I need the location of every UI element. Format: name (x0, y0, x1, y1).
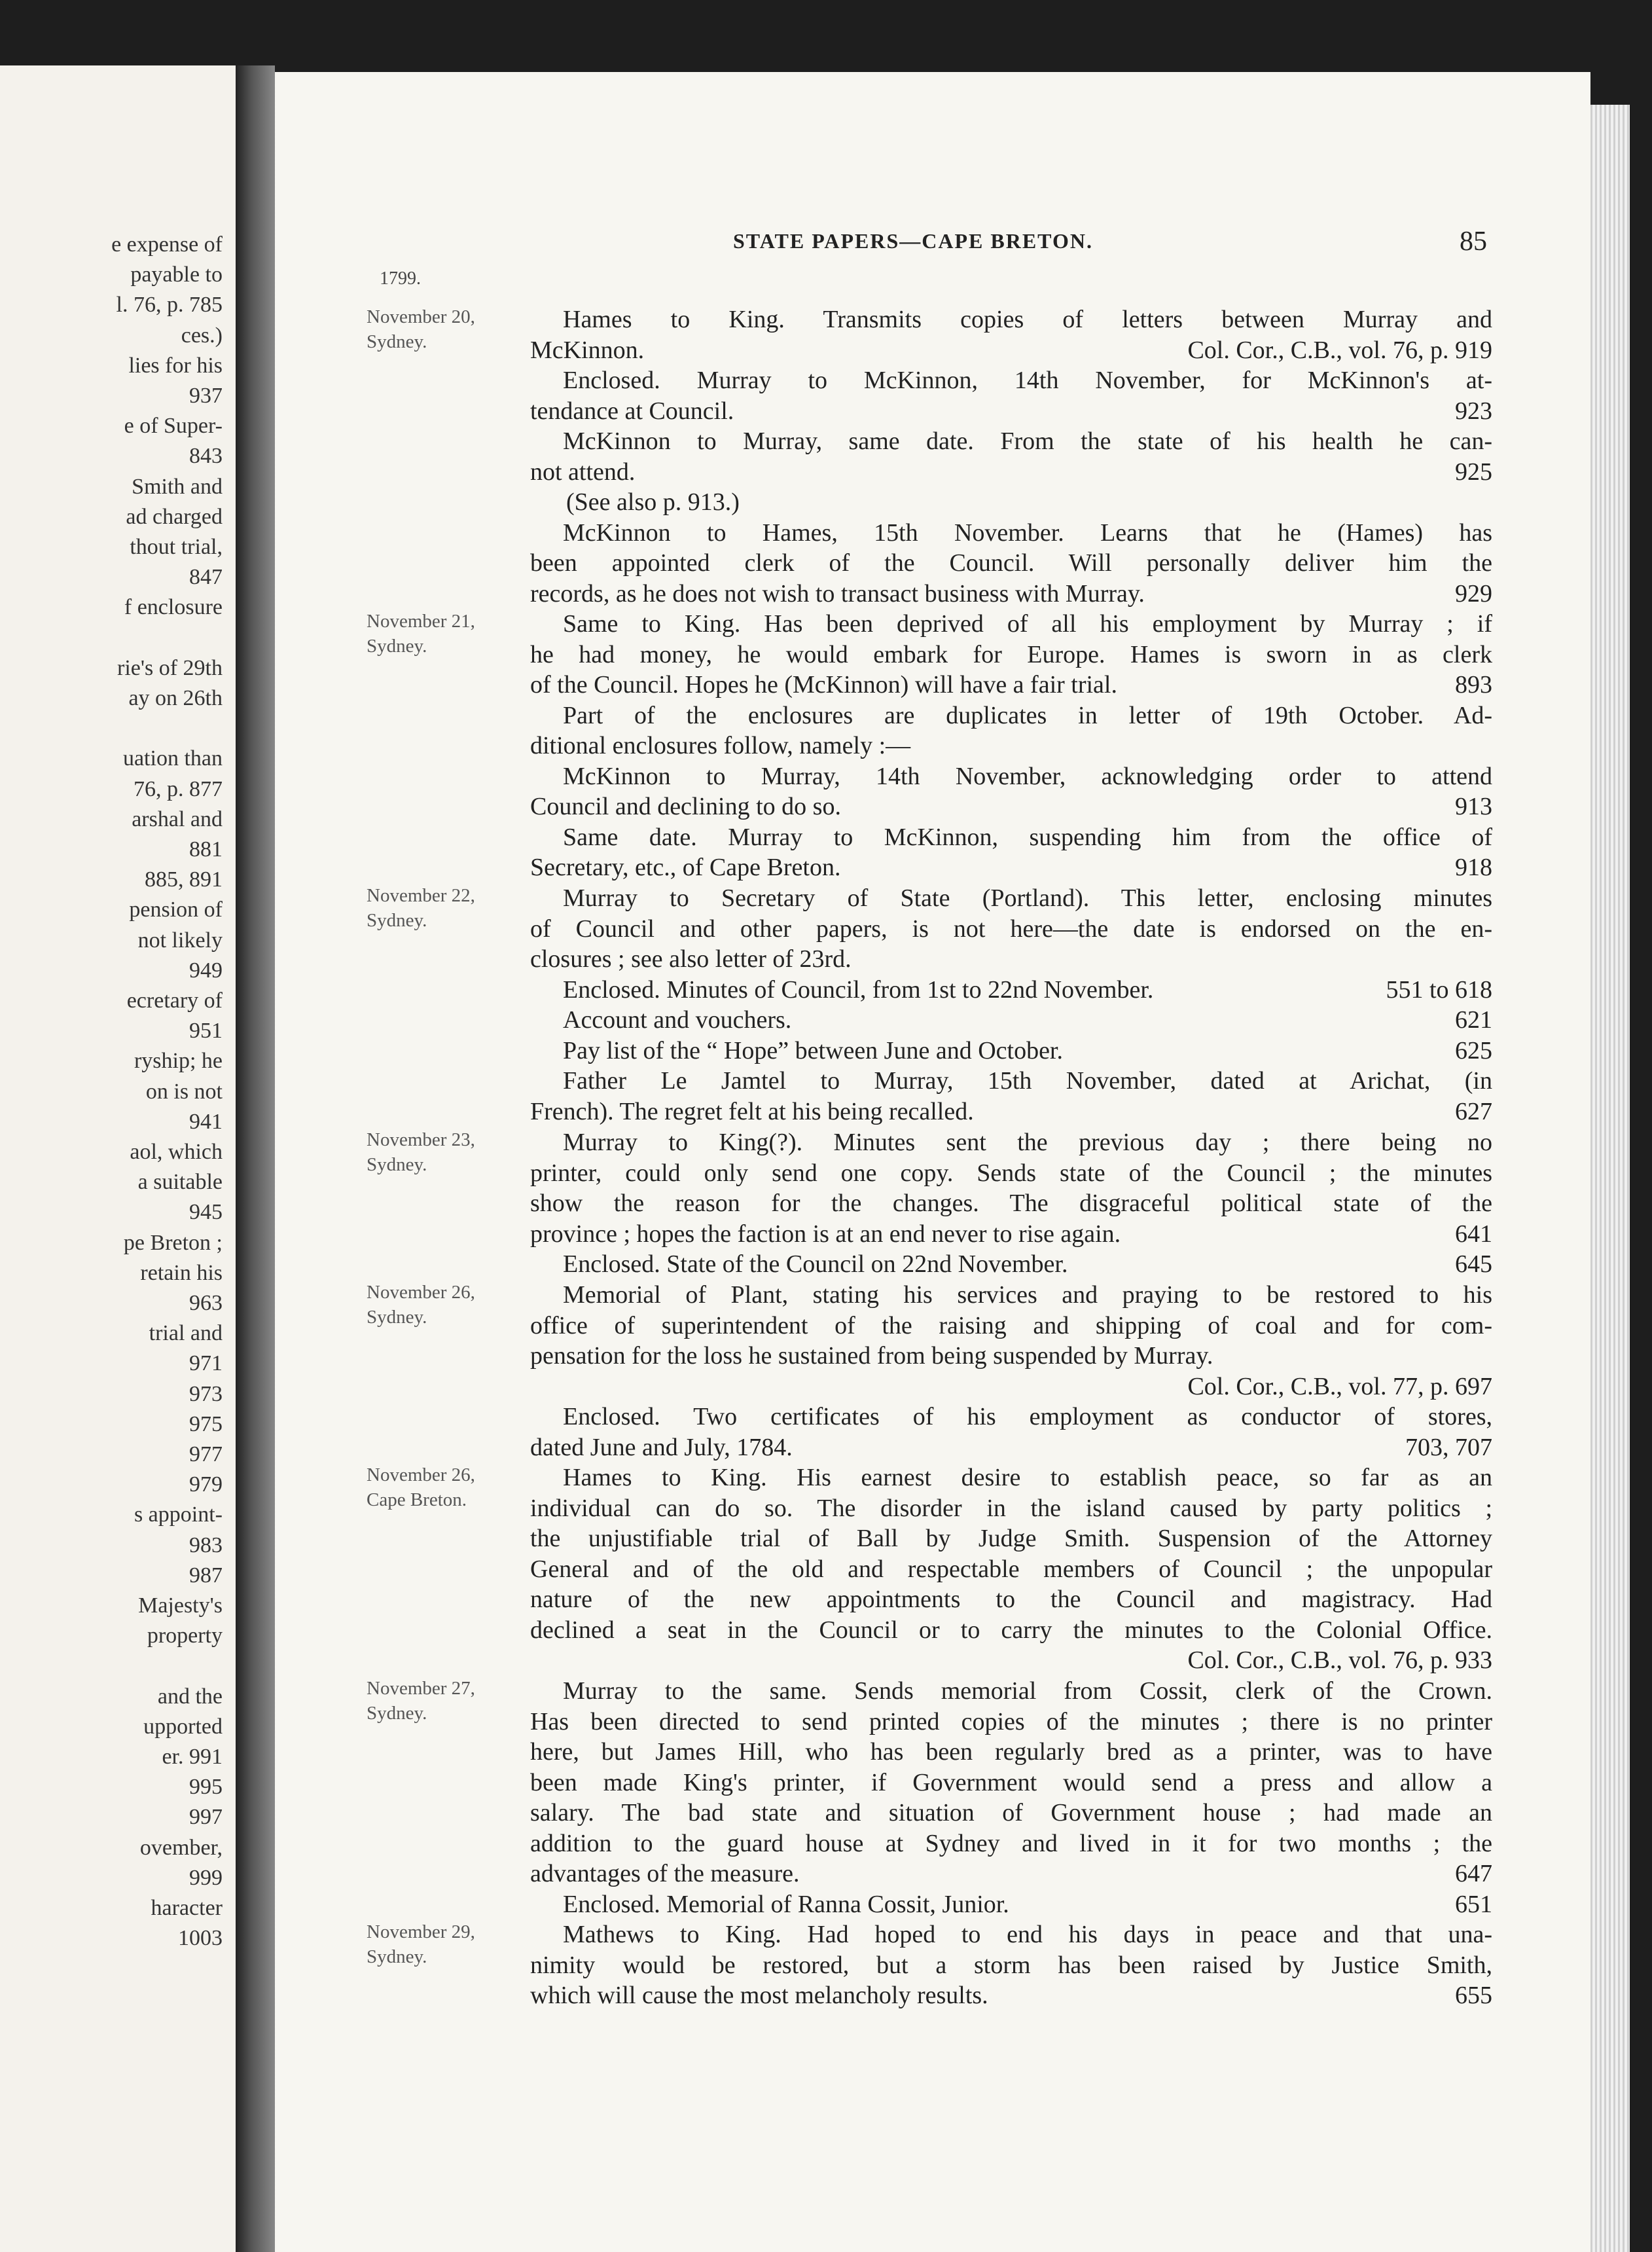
text-line: McKinnon to Murray, 14th November, acknowledging order to attend (563, 762, 1492, 790)
entry-body (530, 1280, 1492, 1462)
margin-date (367, 304, 524, 354)
left-page-fragment: Smith and (132, 474, 223, 499)
text-line: Enclosed. Murray to McKinnon, 14th November, for McKinnon's at- (563, 367, 1492, 394)
entry-date: November 26, (367, 1282, 475, 1303)
page-reference: 929 (1455, 579, 1492, 608)
text-line (530, 1432, 1492, 1463)
left-page-fragment: ryship; he (134, 1049, 223, 1074)
text-line: Murray to Secretary of State (Portland). This letter, enclosing minutes (563, 884, 1492, 912)
text-line (530, 1036, 1492, 1066)
text-line (530, 852, 1492, 883)
entry-place: Sydney. (367, 910, 427, 931)
text-line: McKinnon to Hames, 15th November. Learns that he (Hames) has (563, 518, 1492, 547)
line-text: Secretary, etc., of Cape Breton. (530, 854, 841, 881)
page-reference: 627 (1455, 1097, 1492, 1125)
text-line (530, 1371, 1492, 1402)
left-page-fragment: f enclosure (124, 595, 223, 620)
page-reference: 645 (1455, 1250, 1492, 1278)
left-page-fragment: not likely (137, 928, 223, 953)
text-line (530, 1005, 1492, 1036)
left-page-fragment: 973 (189, 1381, 223, 1406)
line-text: Enclosed. Minutes of Council, from 1st to 22nd November. (563, 975, 1154, 1004)
text-line: Father Le Jamtel to Murray, 15th November, dated at Arichat, (in (563, 1067, 1492, 1095)
entry-date: November 22, (367, 885, 475, 906)
line-text: dated June and July, 1784. (530, 1433, 793, 1461)
left-page-fragment: and the (157, 1684, 223, 1709)
text-line (530, 1889, 1492, 1920)
line-text: which will cause the most melancholy results. (530, 1982, 988, 2009)
page-reference: 913 (1455, 793, 1492, 820)
line-text: McKinnon. (530, 336, 645, 364)
page-reference: Col. Cor., C.B., vol. 76, p. 919 (1187, 336, 1492, 364)
left-page-fragment: 999 (189, 1865, 223, 1890)
entry-place: Sydney. (367, 1154, 427, 1175)
entry-body (530, 1676, 1492, 1919)
text-line: show the reason for the changes. The disgraceful political state of the (530, 1190, 1492, 1217)
left-page-fragment: aol, which (130, 1140, 223, 1164)
entry-date: November 26, (367, 1464, 475, 1485)
margin-date (367, 1676, 524, 1726)
left-page-fragment: 847 (189, 565, 223, 590)
left-page-fragment: arshal and (132, 807, 223, 831)
left-page-fragment: ecretary of (126, 989, 223, 1013)
text-line: Enclosed. Two certificates of his employment as conductor of stores, (563, 1403, 1492, 1430)
text-line: General and of the old and respectable members of Council ; the unpopular (530, 1555, 1492, 1583)
text-line: here, but James Hill, who has been regularly bred as a printer, was to have (530, 1738, 1492, 1766)
left-page-fragment: 987 (189, 1563, 223, 1588)
left-page-fragment: rie's of 29th (117, 655, 223, 680)
left-page-fragment: 941 (189, 1109, 223, 1134)
entry-place: Sydney. (367, 1307, 427, 1328)
margin-date (367, 1462, 524, 1512)
page-reference: 655 (1455, 1982, 1492, 2009)
left-page-fragment: 885, 891 (145, 867, 223, 892)
left-page-fragment: ay on 26th (128, 686, 223, 710)
margin-date (367, 1280, 524, 1330)
text-line: ditional enclosures follow, namely :— (530, 732, 911, 759)
text-line (530, 1859, 1492, 1889)
page-number: 85 (1460, 227, 1487, 257)
left-page-fragment: property (147, 1624, 223, 1648)
text-line: salary. The bad state and situation of Government house ; had made an (530, 1799, 1492, 1826)
text-line (530, 1980, 1492, 2011)
text-line (530, 579, 1492, 609)
page-reference: 923 (1455, 397, 1492, 425)
text-line (530, 1249, 1492, 1280)
text-line: been made King's printer, if Government would send a press and allow a (530, 1768, 1492, 1796)
line-text: not attend. (530, 458, 636, 486)
left-page-fragment: 949 (189, 958, 223, 983)
page-reference: 647 (1455, 1860, 1492, 1887)
entry-date: November 21, (367, 611, 475, 632)
text-line (530, 975, 1492, 1006)
text-line (530, 457, 1492, 488)
text-line: nimity would be restored, but a storm has been raised by Justice Smith, (530, 1951, 1492, 1979)
left-page-fragment: 881 (189, 837, 223, 862)
left-page-fragment: 76, p. 877 (134, 776, 223, 801)
left-page-fragment: e expense of (111, 232, 223, 257)
text-line: Memorial of Plant, stating his services and praying to be restored to his (563, 1281, 1492, 1309)
text-line: printer, could only send one copy. Sends state of the Council ; the minutes (530, 1159, 1492, 1187)
left-page-fragment: 951 (189, 1019, 223, 1044)
page-edge (1590, 105, 1630, 2252)
line-text: Enclosed. Memorial of Ranna Cossit, Junior. (563, 1890, 1009, 1918)
running-header: STATE PAPERS—CAPE BRETON. (733, 229, 1093, 253)
left-page-fragment: on is not (145, 1079, 223, 1104)
margin-date (367, 609, 524, 659)
entry-body (530, 304, 1492, 609)
entry-place: Sydney. (367, 331, 427, 352)
line-text: of the Council. Hopes he (McKinnon) will have a fair trial. (530, 671, 1117, 699)
text-line: Hames to King. His earnest desire to establish peace, so far as an (563, 1464, 1492, 1491)
left-page-fragment: pension of (129, 898, 223, 922)
left-page-fragment: Majesty's (138, 1593, 223, 1618)
text-line (530, 1097, 1492, 1127)
margin-date (367, 883, 524, 933)
text-line: Same to King. Has been deprived of all his employment by Murray ; if (563, 610, 1492, 638)
entry-place: Sydney. (367, 1703, 427, 1724)
text-line: Murray to the same. Sends memorial from Cossit, clerk of the Crown. (563, 1677, 1492, 1705)
text-line (530, 791, 1492, 822)
text-line: been appointed clerk of the Council. Will personally deliver him the (530, 549, 1492, 577)
text-line: (See also p. 913.) (566, 488, 740, 516)
entry-body (530, 1919, 1492, 2011)
page-reference: 703, 707 (1405, 1433, 1492, 1461)
text-line: McKinnon to Murray, same date. From the state of his health he can- (563, 427, 1492, 455)
left-page-fragment: s appoint- (134, 1502, 223, 1527)
page-reference: 621 (1455, 1006, 1492, 1034)
text-line: addition to the guard house at Sydney and lived in it for two months ; the (530, 1829, 1492, 1857)
line-text: records, as he does not wish to transact business with Murray. (530, 579, 1145, 608)
page-reference: 918 (1455, 854, 1492, 881)
left-page-fragment: 997 (189, 1805, 223, 1830)
left-page-fragment: l. 76, p. 785 (116, 293, 223, 318)
entry-place: Sydney. (367, 636, 427, 657)
left-page-fragment: er. 991 (162, 1745, 223, 1769)
left-page-fragment: ces.) (181, 323, 223, 348)
page-reference: 641 (1455, 1220, 1492, 1248)
text-line: the unjustifiable trial of Ball by Judge Smith. Suspension of the Attorney (530, 1525, 1492, 1552)
text-line (530, 335, 1492, 366)
text-line: nature of the new appointments to the Council and magistracy. Had (530, 1586, 1492, 1613)
page-reference: 925 (1455, 458, 1492, 486)
left-page-fragment: 937 (189, 384, 223, 408)
line-text: Council and declining to do so. (530, 793, 841, 820)
left-page-fragment: thout trial, (130, 535, 223, 559)
text-line: pensation for the loss he sustained from being suspended by Murray. (530, 1342, 1213, 1370)
left-page-fragment: 843 (189, 444, 223, 469)
entry-body (530, 883, 1492, 1127)
text-line: closures ; see also letter of 23rd. (530, 945, 852, 973)
left-page-fragment: a suitable (137, 1170, 223, 1195)
entry-place: Cape Breton. (367, 1489, 467, 1510)
text-line: declined a seat in the Council or to carry the minutes to the Colonial Office. (530, 1616, 1492, 1644)
left-page-fragment: retain his (140, 1260, 223, 1285)
text-line: Part of the enclosures are duplicates in letter of 19th October. Ad- (563, 701, 1492, 729)
text-line: Same date. Murray to McKinnon, suspending him from the office of (563, 823, 1492, 851)
book-gutter (236, 65, 275, 2252)
text-line: Mathews to King. Had hoped to end his days in peace and that una- (563, 1921, 1492, 1948)
line-text: advantages of the measure. (530, 1860, 800, 1887)
text-line: individual can do so. The disorder in the island caused by party politics ; (530, 1494, 1492, 1522)
left-page (0, 65, 236, 2252)
text-line: Murray to King(?). Minutes sent the previous day ; there being no (563, 1129, 1492, 1156)
left-page-fragment: 1003 (178, 1926, 223, 1951)
left-page-fragment: trial and (149, 1321, 223, 1346)
page-reference: Col. Cor., C.B., vol. 76, p. 933 (1187, 1646, 1492, 1674)
left-page-fragment: upported (143, 1714, 223, 1739)
left-page-fragment: pe Breton ; (123, 1230, 223, 1255)
line-text: Enclosed. State of the Council on 22nd November. (563, 1250, 1068, 1278)
left-page-fragment: 979 (189, 1472, 223, 1497)
left-page-fragment: 983 (189, 1533, 223, 1557)
text-line: he had money, he would embark for Europe. Hames is sworn in as clerk (530, 640, 1492, 668)
page-reference: Col. Cor., C.B., vol. 77, p. 697 (1187, 1372, 1492, 1400)
left-page-fragment: 995 (189, 1775, 223, 1800)
text-line: of Council and other papers, is not here—the date is endorsed on the en- (530, 915, 1492, 943)
left-page-fragment: 977 (189, 1442, 223, 1466)
left-page-fragment: ovember, (139, 1835, 223, 1860)
entry-date: November 20, (367, 306, 475, 327)
left-page-fragment: 963 (189, 1291, 223, 1315)
left-page-fragment: 975 (189, 1411, 223, 1436)
text-line (530, 396, 1492, 427)
entry-place: Sydney. (367, 1946, 427, 1967)
left-page-fragment: lies for his (128, 353, 223, 378)
text-line (530, 1219, 1492, 1250)
left-page-fragment: e of Super- (124, 414, 223, 439)
text-line (530, 1645, 1492, 1676)
entry-date: November 27, (367, 1678, 475, 1699)
year-label: 1799. (380, 268, 421, 289)
line-text: tendance at Council. (530, 397, 734, 425)
left-page-fragment: haracter (151, 1896, 223, 1920)
entry-date: November 29, (367, 1921, 475, 1942)
text-line: office of superintendent of the raising and shipping of coal and for com- (530, 1311, 1492, 1339)
entry-body (530, 1127, 1492, 1280)
page-reference: 651 (1455, 1890, 1492, 1918)
line-text: Account and vouchers. (563, 1006, 792, 1034)
entry-body (530, 1462, 1492, 1676)
left-page-fragment: ad charged (126, 504, 223, 529)
entry-date: November 23, (367, 1129, 475, 1150)
line-text: French). The regret felt at his being recalled. (530, 1097, 974, 1125)
page-reference: 893 (1455, 671, 1492, 699)
text-line (530, 670, 1492, 700)
page-reference: 625 (1455, 1036, 1492, 1064)
text-line: Has been directed to send printed copies of the minutes ; there is no printer (530, 1707, 1492, 1735)
left-page-fragment: 945 (189, 1200, 223, 1225)
left-page-fragment: uation than (122, 746, 223, 771)
line-text: province ; hopes the faction is at an end never to rise again. (530, 1220, 1121, 1248)
margin-date (367, 1919, 524, 1969)
left-page-fragment: 971 (189, 1351, 223, 1376)
entry-body (530, 609, 1492, 883)
text-line: Hames to King. Transmits copies of letters between Murray and (563, 306, 1492, 333)
margin-date (367, 1127, 524, 1177)
left-page-fragment: payable to (130, 263, 223, 287)
page-reference: 551 to 618 (1386, 975, 1492, 1004)
line-text: Pay list of the “ Hope” between June and October. (563, 1036, 1063, 1064)
